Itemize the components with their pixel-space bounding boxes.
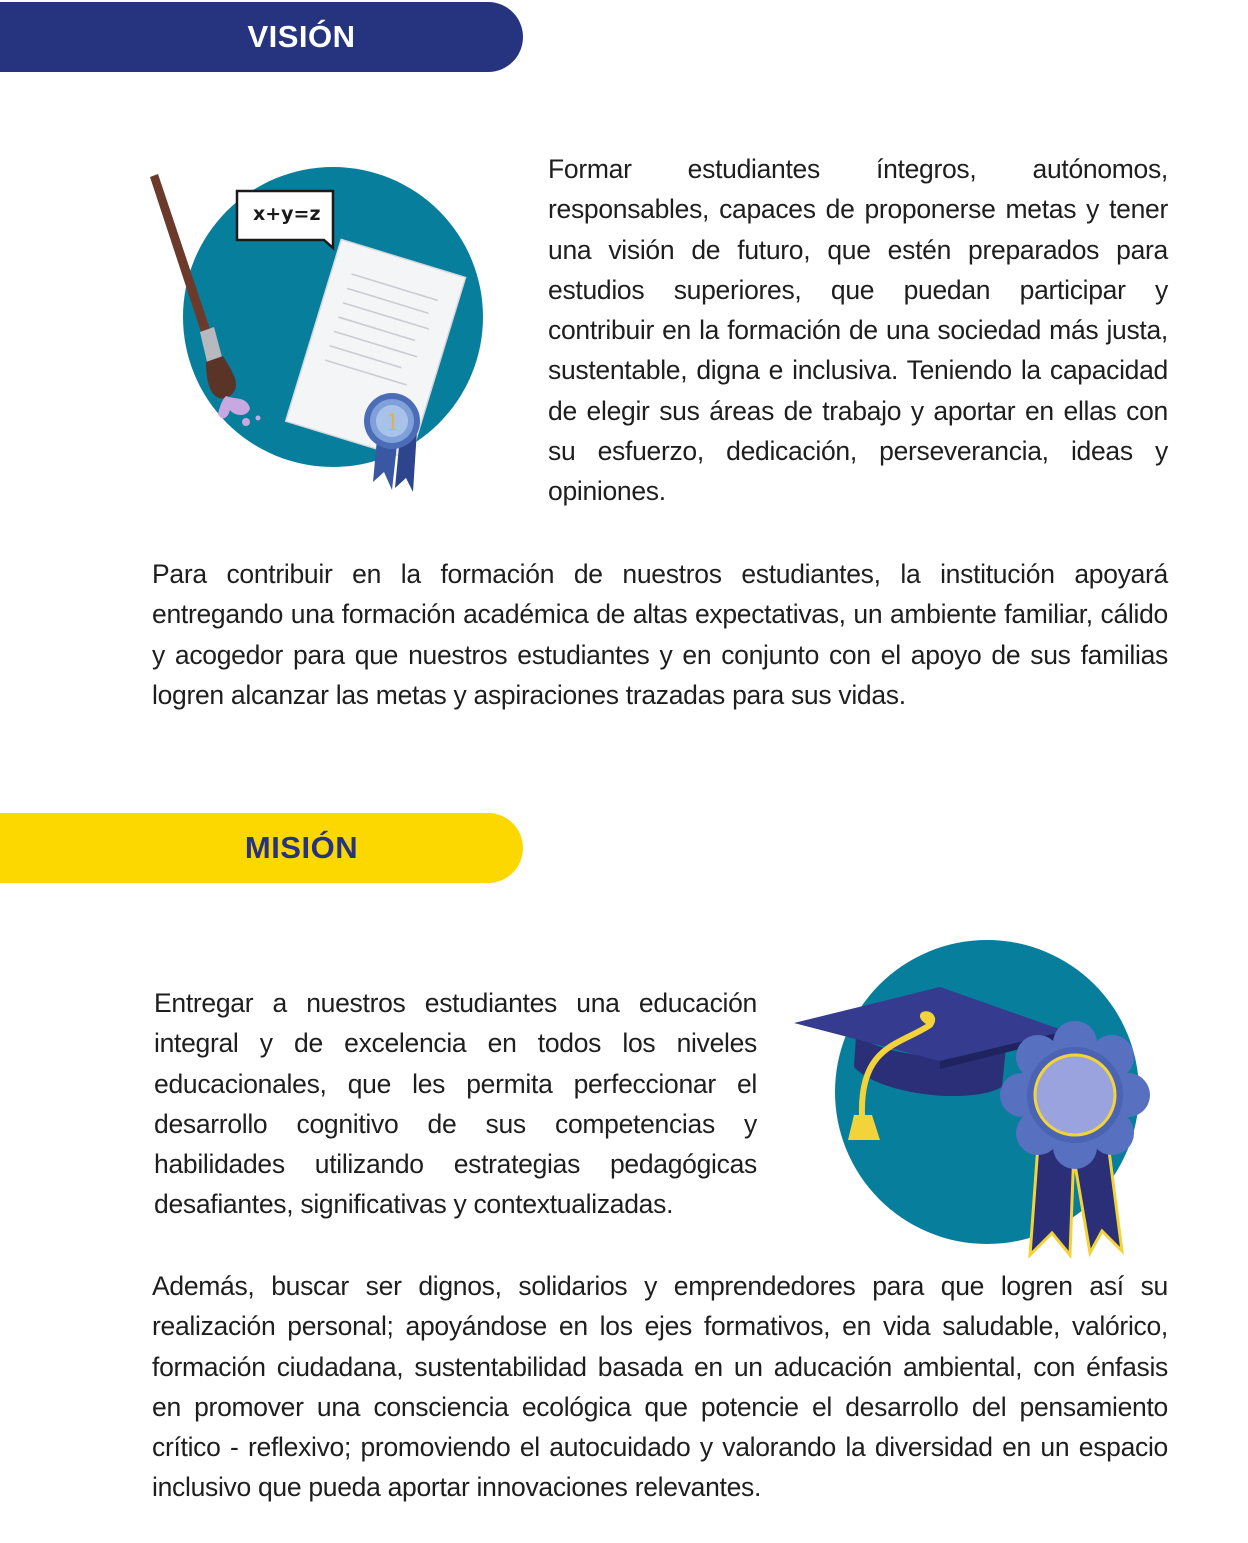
mision-heading: MISIÓN [244,830,359,865]
medal-number: 1 [386,411,400,436]
vision-paragraph-2: Para contribuir en la formación de nuestros estudiantes, la institución apoyará entregando una formación académica de altas expectativas, un ambiente familiar, cálido y acogedor para que nuestros estudiantes y en conjunto con el apoyo de sus familias logren alcanzar las metas y aspiraciones trazadas para sus vidas. [152,559,1168,710]
mision-illustration [790,935,1160,1265]
vision-illustration [130,160,510,500]
equation-text: x+y=z [253,203,321,225]
speech-bubble-icon [237,191,333,248]
vision-heading-banner [0,2,523,72]
mision-paragraph-1: Entregar a nuestros estudiantes una educación integral y de excelencia en todos los niveles educacionales, que les permita perfeccionar el desarrollo cognitivo de sus competencias y habilidades utilizando estrategias pedagógicas desafiantes, significativas y contextualizadas. [154,988,757,1220]
vision-paragraph-1: Formar estudiantes íntegros, autónomos, responsables, capaces de proponerse metas y tener una visión de futuro, que estén preparados para estudios superiores, que puedan participar y contribuir en la formación de una sociedad más justa, sustentable, digna e inclusiva. Teniendo la capacidad de elegir sus áreas de trabajo y aportar en ellas con su esfuerzo, dedicación, perseverancia, ideas y opiniones. [548,154,1168,507]
vision-heading: VISIÓN [247,19,356,54]
mision-paragraph-2: Además, buscar ser dignos, solidarios y emprendedores para que logren así su realización personal; apoyándose en los ejes formativos, en vida saludable, valórico, formación ciudadana, sustentabilidad basada en un aducación ambiental, con énfasis en promover una consciencia ecológica que potencie el desarrollo del pensamiento crítico - reflexivo; promoviendo el autocuidado y valorando la diversidad en un espacio inclusivo que pueda aportar innovaciones relevantes. [152,1271,1168,1503]
mision-heading-banner [0,813,523,883]
